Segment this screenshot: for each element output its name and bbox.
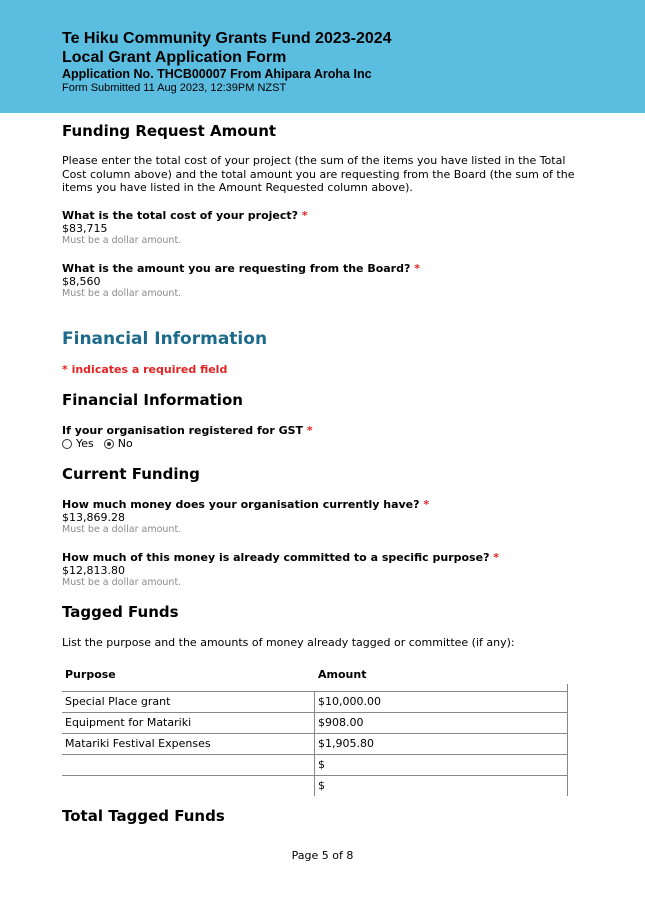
table-header <box>62 662 568 692</box>
committed-money-question: How much of this money is already committed to a specific purpose? * <box>62 551 500 564</box>
table-row <box>62 734 568 755</box>
financial-information-section-title: Financial Information <box>62 391 243 409</box>
application-number: Application No. THCB00007 From Ahipara Aroha Inc <box>62 67 372 81</box>
required-marker: * <box>306 424 313 437</box>
gst-question: If your organisation registered for GST * <box>62 424 313 437</box>
amount-cell: $1,905.80 <box>318 737 374 750</box>
fund-title: Te Hiku Community Grants Fund 2023-2024 <box>62 30 392 47</box>
table-row <box>62 692 568 713</box>
table-edge <box>567 776 568 796</box>
column-divider <box>314 692 315 712</box>
table-row <box>62 776 568 796</box>
gst-option-yes[interactable]: Yes <box>62 437 94 450</box>
amount-requested-question: What is the amount you are requesting from the Board? * <box>62 262 420 275</box>
column-header-purpose: Purpose <box>65 668 116 681</box>
required-marker: * <box>301 209 308 222</box>
amount-requested-value: $8,560 <box>62 275 101 288</box>
current-money-question: How much money does your organisation currently have? * <box>62 498 430 511</box>
table-edge <box>567 755 568 775</box>
gst-option-no[interactable]: No <box>104 437 133 450</box>
form-title: Local Grant Application Form <box>62 49 287 66</box>
committed-money-value: $12,813.80 <box>62 564 125 577</box>
financial-information-heading: Financial Information <box>62 329 268 349</box>
amount-cell: $908.00 <box>318 716 364 729</box>
purpose-cell: Special Place grant <box>65 695 171 708</box>
total-tagged-funds-title: Total Tagged Funds <box>62 807 225 825</box>
table-edge <box>567 684 568 691</box>
form-header <box>0 0 645 113</box>
purpose-cell: Matariki Festival Expenses <box>65 737 211 750</box>
gst-radio-group <box>62 437 143 450</box>
table-edge <box>567 713 568 733</box>
amount-cell: $ <box>318 758 325 771</box>
current-funding-title: Current Funding <box>62 465 200 483</box>
page-number: Page 5 of 8 <box>291 849 354 862</box>
table-edge <box>567 692 568 712</box>
column-divider <box>314 734 315 754</box>
current-money-value: $13,869.28 <box>62 511 125 524</box>
required-field-note: * indicates a required field <box>62 363 228 376</box>
total-cost-hint: Must be a dollar amount. <box>62 235 182 246</box>
amount-requested-hint: Must be a dollar amount. <box>62 288 182 299</box>
required-marker: * <box>423 498 430 511</box>
amount-cell: $ <box>318 779 325 792</box>
table-row <box>62 755 568 776</box>
tagged-funds-table <box>62 662 568 796</box>
required-marker: * <box>493 551 500 564</box>
required-marker: * <box>414 262 420 275</box>
column-divider <box>314 755 315 775</box>
funding-request-title: Funding Request Amount <box>62 122 277 140</box>
table-row <box>62 713 568 734</box>
total-cost-question: What is the total cost of your project? * <box>62 209 308 222</box>
total-cost-value: $83,715 <box>62 222 108 235</box>
radio-unchecked-icon[interactable] <box>62 439 72 449</box>
purpose-cell: Equipment for Matariki <box>65 716 192 729</box>
table-edge <box>567 734 568 754</box>
column-divider <box>314 776 315 796</box>
radio-checked-icon[interactable] <box>104 439 114 449</box>
committed-money-hint: Must be a dollar amount. <box>62 577 182 588</box>
tagged-funds-title: Tagged Funds <box>62 603 179 621</box>
current-money-hint: Must be a dollar amount. <box>62 524 182 535</box>
amount-cell: $10,000.00 <box>318 695 381 708</box>
funding-request-intro: Please enter the total cost of your project (the sum of the items you have listed in the Total Cost column above) and the total amount you are requesting from the Board (the sum of the items you have listed in the Amount Requested column above). <box>62 154 575 194</box>
tagged-funds-intro: List the purpose and the amounts of money already tagged or committee (if any): <box>62 636 515 649</box>
column-divider <box>314 713 315 733</box>
submission-date: Form Submitted 11 Aug 2023, 12:39PM NZST <box>62 82 287 94</box>
column-header-amount: Amount <box>318 668 367 681</box>
